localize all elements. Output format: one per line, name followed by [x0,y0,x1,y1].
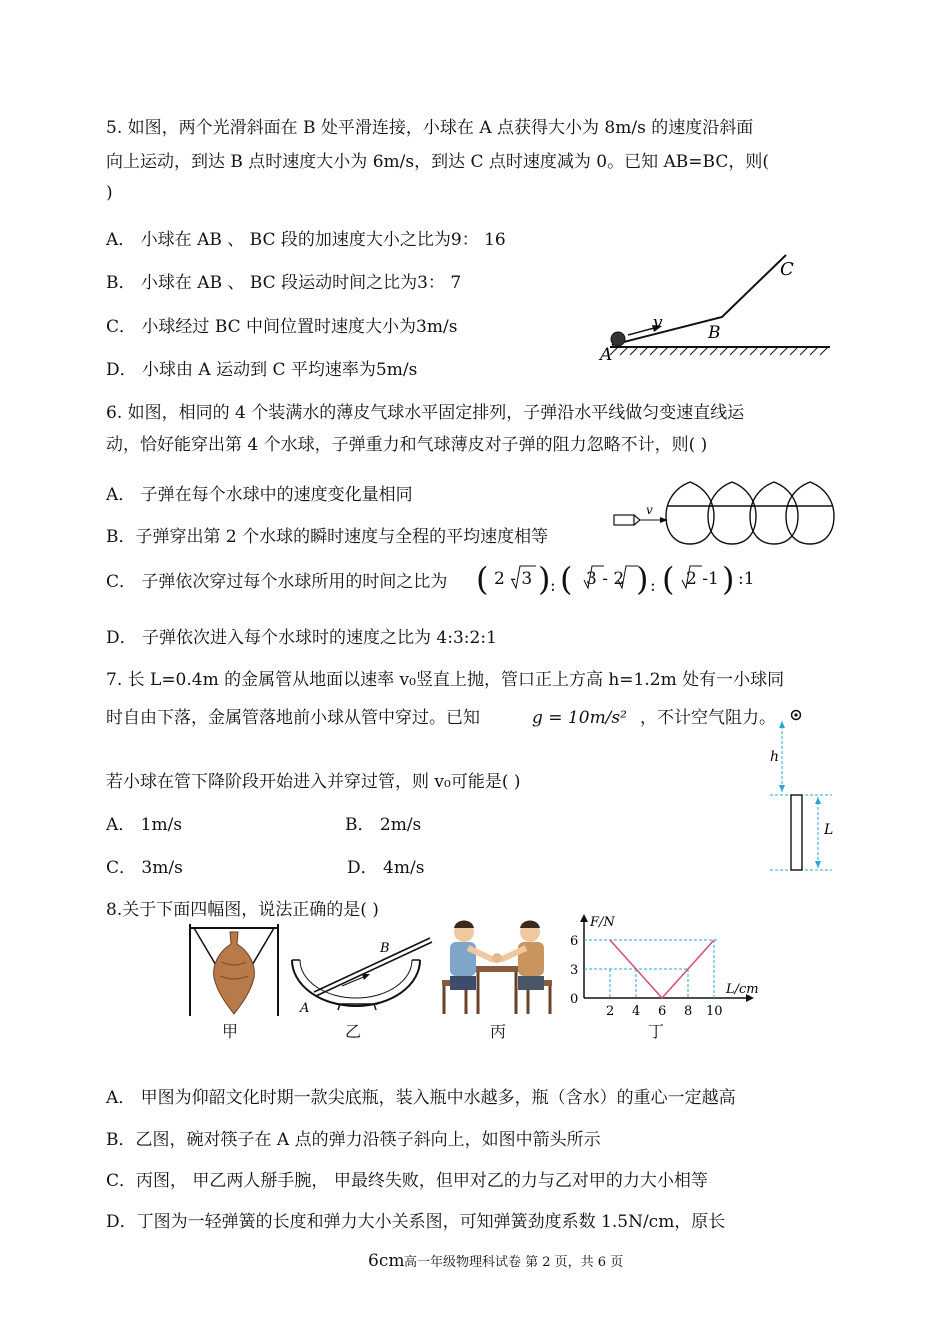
q6-paren-open-2: ( [560,560,573,598]
q6-colon-2: : [650,576,656,596]
q5-stem-line3: ) [106,183,113,203]
q6-paren-open-1: ( [476,560,489,598]
q5-stem-line2: 向上运动，到达 B 点时速度大小为 6m/s，到达 C 点时速度减为 0。已知 AB=BC，则( [106,152,769,172]
q7-stem-line2-g: g = 10m/s² [532,708,627,728]
q7-stem-line2-post: ，不计空气阻力。 [640,708,776,728]
q8-ding-y-tick-3: 3 [570,963,579,978]
q8-figure-ding-graph [560,914,770,1018]
q7-option-d: D． 4m/s [347,858,425,878]
q6-colon-1: : [550,576,556,596]
q8-ding-y-tick-0: 0 [570,992,579,1007]
q6-ratio-2: 3 - 2 [586,569,625,589]
q7-option-a: A． 1m/s [106,815,183,835]
q8-ding-y-tick-6: 6 [570,934,579,949]
q8-ding-x-tick-10: 10 [706,1004,723,1019]
q6-paren-close-2: ) [636,560,649,598]
q5-label-a: A [600,345,613,365]
q8-ding-x-axis-label: L/cm [726,982,759,997]
q6-stem-line1: 6. 如图，相同的 4 个装满水的薄皮气球水平固定排列，子弹沿水平线做匀变速直线运 [106,403,745,423]
q8-figure-yi-bowl [286,932,436,1014]
q6-stem-line2: 动，恰好能穿出第 4 个水球，子弹重力和气球薄皮对子弹的阻力忽略不计，则( ) [106,435,708,455]
q8-caption-ding: 丁 [648,1022,665,1041]
q6-paren-open-3: ( [662,560,675,598]
q6-option-d: D． 子弹依次进入每个水球时的速度之比为 4:3:2:1 [106,628,497,648]
q5-label-b: B [708,323,721,343]
q6-ratio-1: 2 - 3 [494,569,533,589]
q8-option-b: B．乙图，碗对筷子在 A 点的弹力沿筷子斜向上，如图中箭头所示 [106,1130,601,1150]
q5-option-c: C． 小球经过 BC 中间位置时速度大小为3m/s [106,317,458,337]
q7-tube-figure [760,704,840,876]
q6-water-balloons-figure [610,478,840,550]
q8-caption-jia: 甲 [222,1022,239,1041]
footer-page-info: 高一年级物理科试卷 第 2 页，共 6 页 [404,1255,624,1270]
q8-ding-x-tick-8: 8 [684,1004,693,1019]
q6-ratio-tail: :1 [738,569,755,589]
q6-option-c-prefix: C． 子弹依次穿过每个水球所用的时间之比为 [106,572,448,592]
q7-label-l: L [824,822,834,838]
q6-option-b: B．子弹穿出第 2 个水球的瞬时速度与全程的平均速度相等 [106,527,549,547]
q7-label-h: h [770,749,780,765]
q5-option-a: A． 小球在 AB 、 BC 段的加速度大小之比为9： 16 [106,230,506,250]
q8-option-a: A． 甲图为仰韶文化时期一款尖底瓶，装入瓶中水越多，瓶（含水）的重心一定越高 [106,1088,736,1108]
q8-figure-jia-vase [186,922,281,1017]
q8-ding-x-tick-4: 4 [632,1004,641,1019]
q7-option-b: B． 2m/s [345,815,422,835]
footer-prefix: 6cm [368,1251,405,1271]
q6-label-v: v [646,503,653,517]
q5-option-d: D． 小球由 A 运动到 C 平均速率为5m/s [106,360,418,380]
q5-option-b: B． 小球在 AB 、 BC 段运动时间之比为3： 7 [106,273,462,293]
q7-stem-line1: 7. 长 L=0.4m 的金属管从地面以速率 v₀竖直上抛，管口正上方高 h=1.2m 处有一小球同 [106,670,785,690]
q7-stem-line2-pre: 时自由下落，金属管落地前小球从管中穿过。已知 [106,708,480,728]
q8-ding-y-axis-label: F/N [590,915,615,930]
q8-yi-label-a: A [300,1001,310,1016]
q8-option-c: C．丙图， 甲乙两人掰手腕， 甲最终失败，但甲对乙的力与乙对甲的力大小相等 [106,1171,708,1191]
q8-caption-yi: 乙 [345,1022,362,1041]
q6-paren-close-3: ) [722,560,735,598]
q8-option-d: D．丁图为一轻弹簧的长度和弹力大小关系图，可知弹簧劲度系数 1.5N/cm，原长 [106,1212,726,1232]
q5-stem-line1: 5. 如图，两个光滑斜面在 B 处平滑连接，小球在 A 点获得大小为 8m/s 的速度沿斜面 [106,118,754,138]
q6-paren-close-1: ) [538,560,551,598]
q6-option-a: A． 子弹在每个水球中的速度变化量相同 [106,485,413,505]
q7-option-c: C． 3m/s [106,858,183,878]
q8-figure-bing-arm-wrestling [438,918,556,1016]
q8-ding-x-tick-6: 6 [658,1004,667,1019]
q8-ding-x-tick-2: 2 [606,1004,615,1019]
q7-stem-line3: 若小球在管下降阶段开始进入并穿过管，则 v₀可能是( ) [106,772,521,792]
q5-label-v: v [653,313,663,333]
q8-stem: 8.关于下面四幅图，说法正确的是( ) [106,900,379,920]
q8-caption-bing: 丙 [490,1022,507,1041]
q5-label-c: C [780,259,794,280]
q8-yi-label-b: B [380,941,390,956]
q6-ratio-3: 2 -1 [686,569,719,589]
